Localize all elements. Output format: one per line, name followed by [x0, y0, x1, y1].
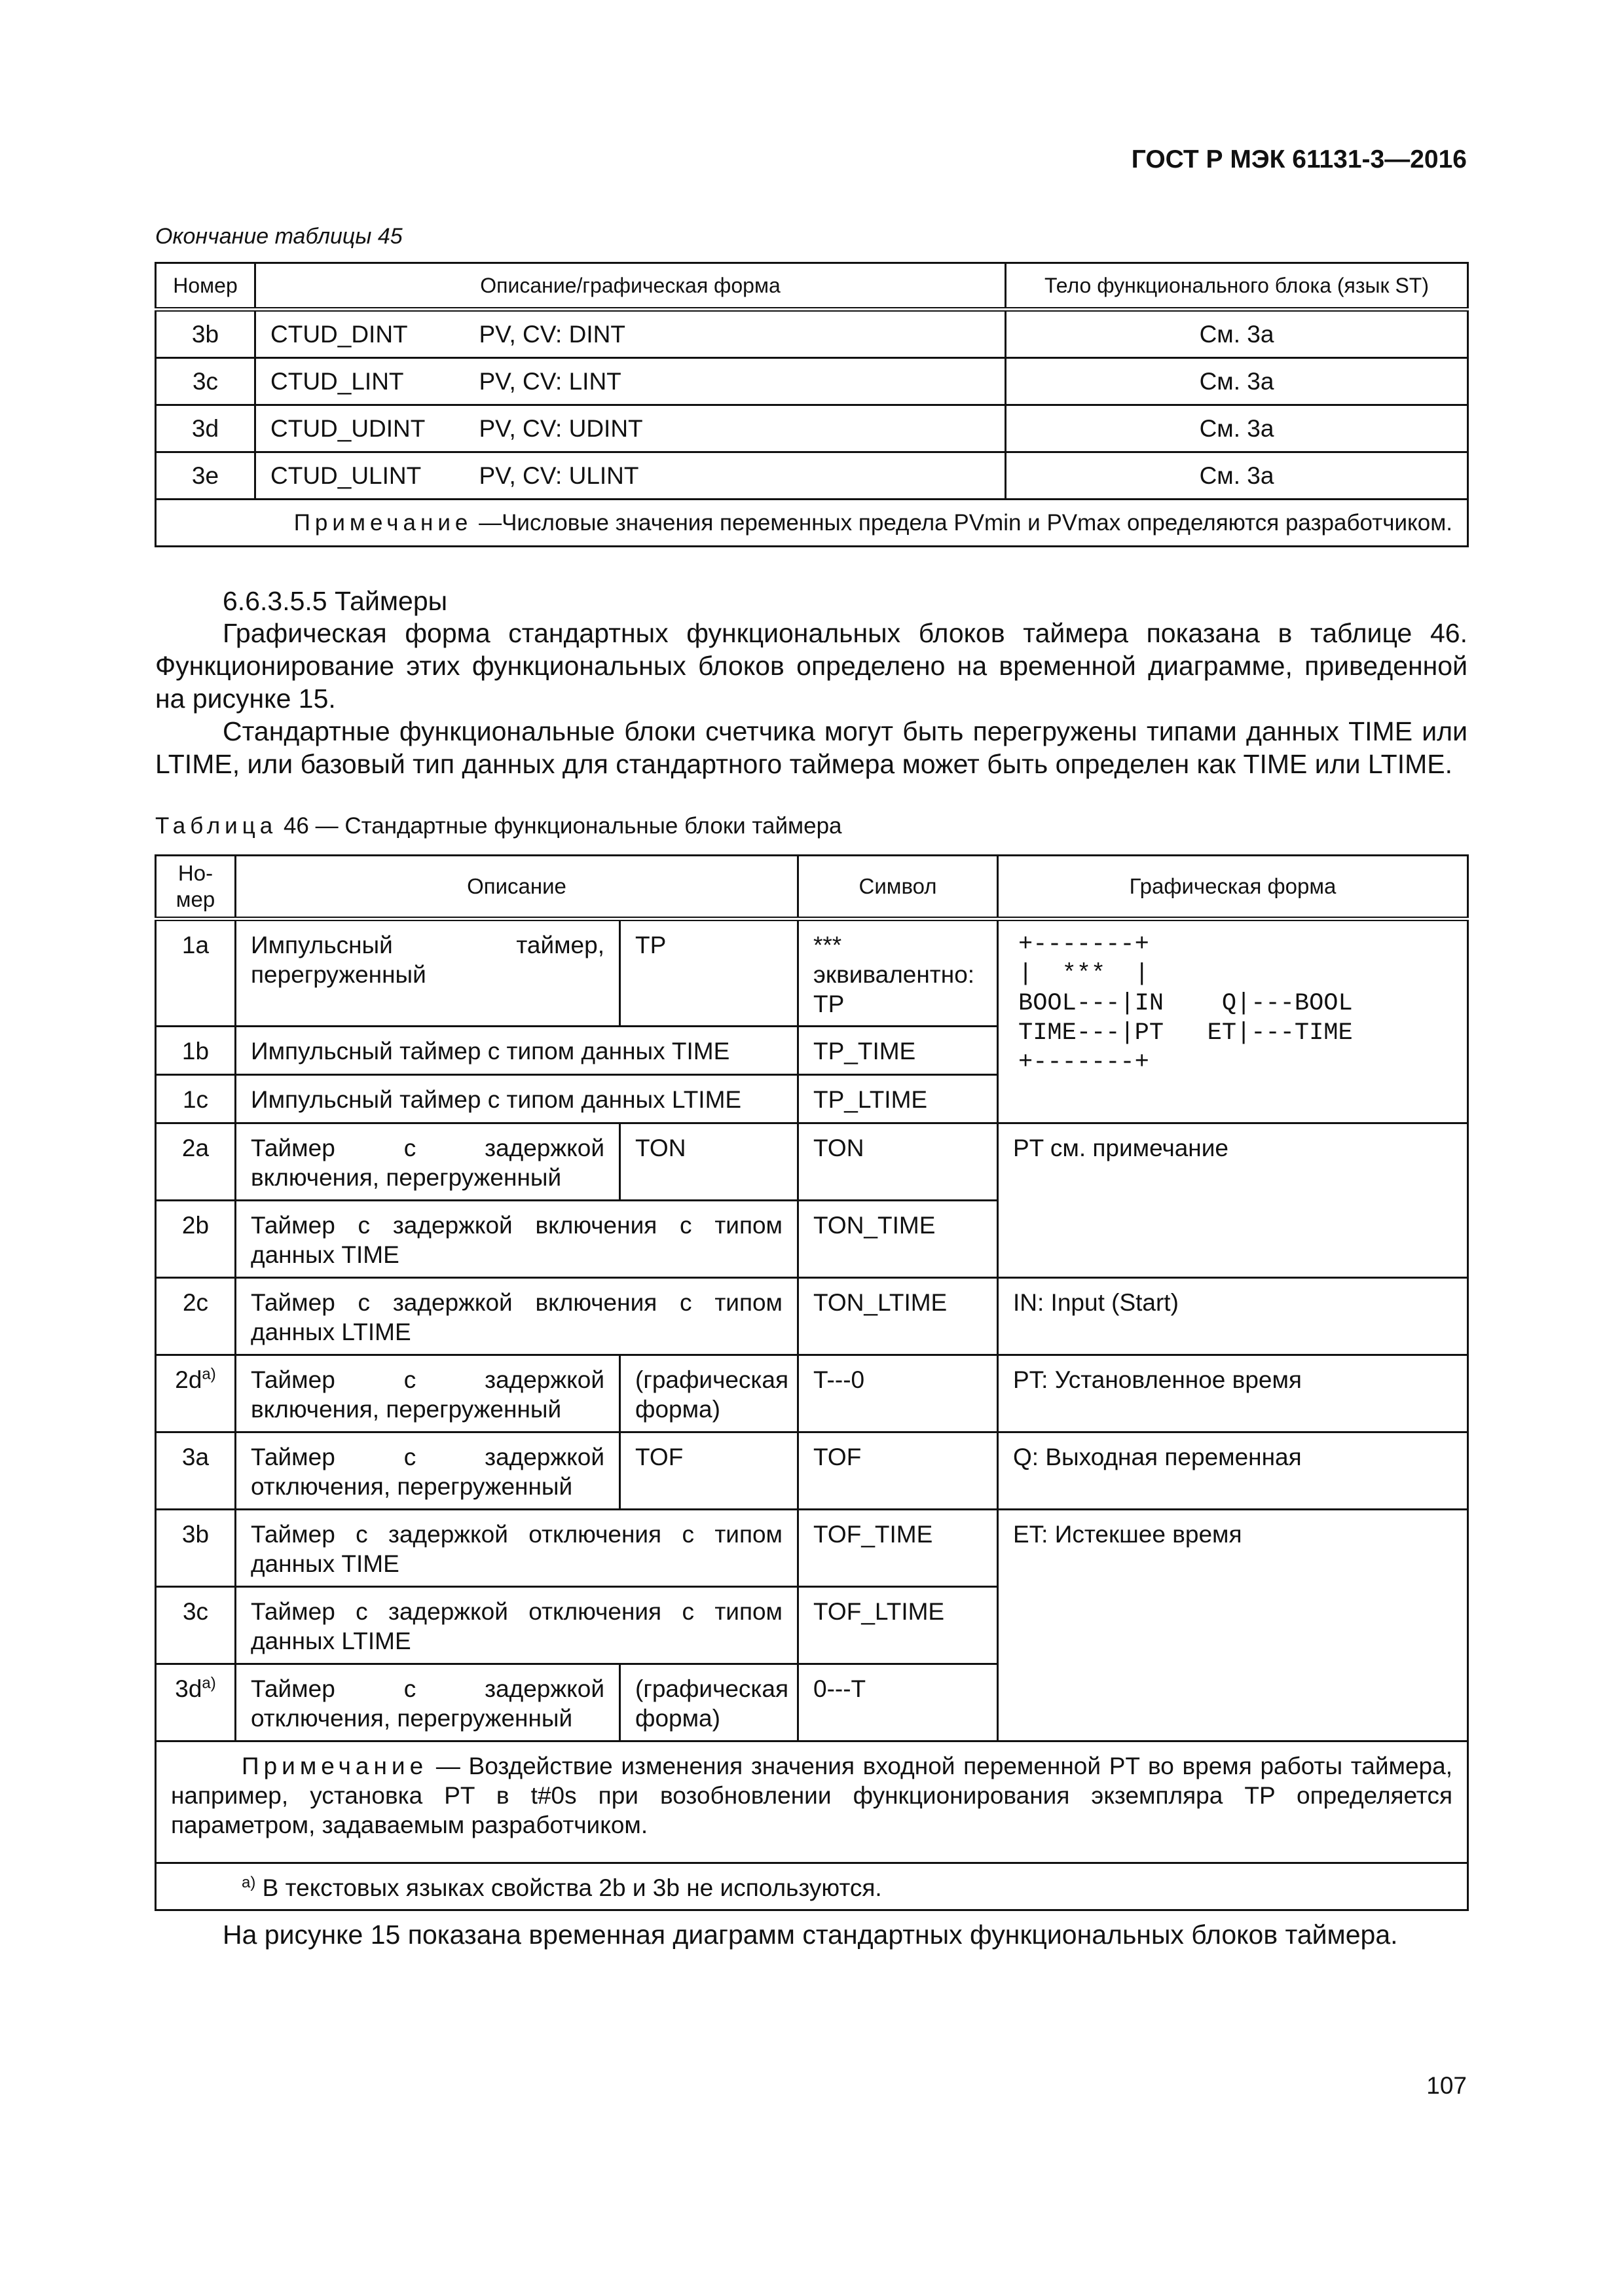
block-body: См. 3a [1006, 452, 1468, 500]
table-footnote-row [156, 1863, 1468, 1910]
block-types: PV, CV: UDINT [465, 405, 1006, 452]
graphic-legend: Q: Выходная переменная [998, 1432, 1468, 1510]
page-number: 107 [1426, 2072, 1467, 2099]
table-row [156, 452, 1468, 500]
table-row [156, 310, 1468, 358]
table-footnote [156, 1863, 1468, 1910]
note-text: — Воздействие изменения значения входной переменной PT во время работы таймера, например, установка PT в t#0s при возобновлении функционирования экземпляра TP определяется параметром, задаваемым разработчиком. [171, 1753, 1452, 1838]
note-label: Примечание [293, 510, 473, 536]
row-description: Таймер с задержкой включения, перегруженный [236, 1123, 620, 1201]
footnote-ref: a) [202, 1365, 216, 1383]
header-body: Тело функционального блока (язык ST) [1006, 263, 1468, 310]
row-number: 3a [156, 1432, 236, 1510]
timer-block-diagram: +-------+ | *** | BOOL---|IN Q|---BOOL TIME---|PT ET|---TIME +-------+ [998, 919, 1468, 1123]
table-45 [155, 262, 1469, 547]
row-number [156, 1664, 236, 1741]
table-row [156, 1123, 1468, 1201]
table-row [156, 1355, 1468, 1432]
row-symbol: TOF_LTIME [798, 1587, 998, 1664]
block-types: PV, CV: LINT [465, 358, 1006, 405]
row-number: 2b [156, 1201, 236, 1278]
header-number: Номер [156, 263, 255, 310]
row-number: 1a [156, 919, 236, 1027]
table-row [156, 919, 1468, 1027]
footnote-ref: a) [202, 1674, 216, 1692]
table-row [156, 1432, 1468, 1510]
footnote-text: В текстовых языках свойства 2b и 3b не используются. [255, 1874, 882, 1901]
row-number: 2c [156, 1278, 236, 1355]
header-symbol: Символ [798, 856, 998, 919]
caption-label: Таблица [155, 813, 278, 839]
table-row [156, 358, 1468, 405]
row-symbol: TON_TIME [798, 1201, 998, 1278]
row-description: Таймер с задержкой отключения, перегруженный [236, 1432, 620, 1510]
row-description: Таймер с задержкой включения с типом данных TIME [236, 1201, 798, 1278]
header-description: Описание/графическая форма [255, 263, 1006, 310]
table-header-row [156, 856, 1468, 919]
row-number: 3b [156, 1510, 236, 1587]
row-symbol: TON [798, 1123, 998, 1201]
row-description: Таймер с задержкой включения с типом данных LTIME [236, 1278, 798, 1355]
block-body: См. 3a [1006, 310, 1468, 358]
footnote-mark: a) [242, 1873, 256, 1891]
row-number: 3c [156, 1587, 236, 1664]
row-symbol: TOF_TIME [798, 1510, 998, 1587]
block-name: CTUD_DINT [255, 310, 465, 358]
paragraph: Стандартные функциональные блоки счетчика могут быть перегружены типами данных TIME или LTIME, или базовый тип данных для стандартного таймера может быть определен как TIME или LTIME. [155, 716, 1467, 779]
row-number: 1c [156, 1075, 236, 1123]
graphic-legend: PT: Установленное время [998, 1355, 1468, 1432]
table-row [156, 405, 1468, 452]
block-types: PV, CV: ULINT [465, 452, 1006, 500]
row-symbol: TON_LTIME [798, 1278, 998, 1355]
row-symbol: TOF [798, 1432, 998, 1510]
row-number-value: 2d [175, 1366, 202, 1393]
header-graphic: Графическая форма [998, 856, 1468, 919]
block-body: См. 3a [1006, 405, 1468, 452]
row-description: Импульсный таймер, перегруженный [236, 919, 620, 1027]
row-number-value: 3d [175, 1675, 202, 1702]
row-description: Таймер с задержкой отключения, перегруженный [236, 1664, 620, 1741]
table-row [156, 1510, 1468, 1587]
row-description: Таймер с задержкой отключения с типом данных LTIME [236, 1587, 798, 1664]
table-46 [155, 854, 1469, 1911]
caption-text: 46 — Стандартные функциональные блоки таймера [277, 813, 842, 839]
row-description: Импульсный таймер с типом данных LTIME [236, 1075, 798, 1123]
row-overload: (графическая форма) [620, 1664, 798, 1741]
row-symbol: 0---T [798, 1664, 998, 1741]
graphic-legend: IN: Input (Start) [998, 1278, 1468, 1355]
row-number: 1b [156, 1027, 236, 1075]
block-name: CTUD_UDINT [255, 405, 465, 452]
table-note-row [156, 1741, 1468, 1863]
row-number: 2a [156, 1123, 236, 1201]
pt-note: PT см. примечание [998, 1123, 1468, 1278]
row-overload: TP [620, 919, 798, 1027]
block-types: PV, CV: DINT [465, 310, 1006, 358]
table-note-row [156, 500, 1468, 547]
table-row [156, 1278, 1468, 1355]
row-description: Импульсный таймер с типом данных TIME [236, 1027, 798, 1075]
row-symbol: *** эквивалентно: TP [798, 919, 998, 1027]
row-symbol: TP_LTIME [798, 1075, 998, 1123]
row-number: 3e [156, 452, 255, 500]
row-overload: TOF [620, 1432, 798, 1510]
note-label: Примечание [242, 1753, 428, 1779]
graphic-legend: ET: Истекшее время [998, 1510, 1468, 1741]
row-number: 3d [156, 405, 255, 452]
row-description: Таймер с задержкой отключения с типом данных TIME [236, 1510, 798, 1587]
block-body: См. 3a [1006, 358, 1468, 405]
row-symbol: TP_TIME [798, 1027, 998, 1075]
document-header: ГОСТ Р МЭК 61131-3—2016 [1131, 145, 1467, 173]
row-description: Таймер с задержкой включения, перегруженный [236, 1355, 620, 1432]
row-number [156, 1355, 236, 1432]
table-note [156, 500, 1468, 547]
row-number: 3c [156, 358, 255, 405]
note-text: —Числовые значения переменных предела PVmin и PVmax определяются разработчиком. [472, 510, 1452, 536]
section-heading: 6.6.3.5.5 Таймеры [223, 586, 448, 616]
row-number: 3b [156, 310, 255, 358]
row-overload: TON [620, 1123, 798, 1201]
header-number: Но-мер [156, 856, 236, 919]
paragraph: Графическая форма стандартных функциональных блоков таймера показана в таблице 46. Функционирование этих функциональных блоков определено на временной диаграмме, приведенной на рисунке 15. [155, 618, 1467, 714]
table-header-row [156, 263, 1468, 310]
row-overload: (графическая форма) [620, 1355, 798, 1432]
row-symbol: T---0 [798, 1355, 998, 1432]
block-name: CTUD_LINT [255, 358, 465, 405]
table-caption [155, 813, 842, 839]
closing-paragraph: На рисунке 15 показана временная диаграмм стандартных функциональных блоков таймера. [223, 1920, 1398, 1950]
header-description: Описание [236, 856, 798, 919]
table-continuation-label: Окончание таблицы 45 [155, 224, 403, 249]
block-name: CTUD_ULINT [255, 452, 465, 500]
table-note [156, 1741, 1468, 1863]
